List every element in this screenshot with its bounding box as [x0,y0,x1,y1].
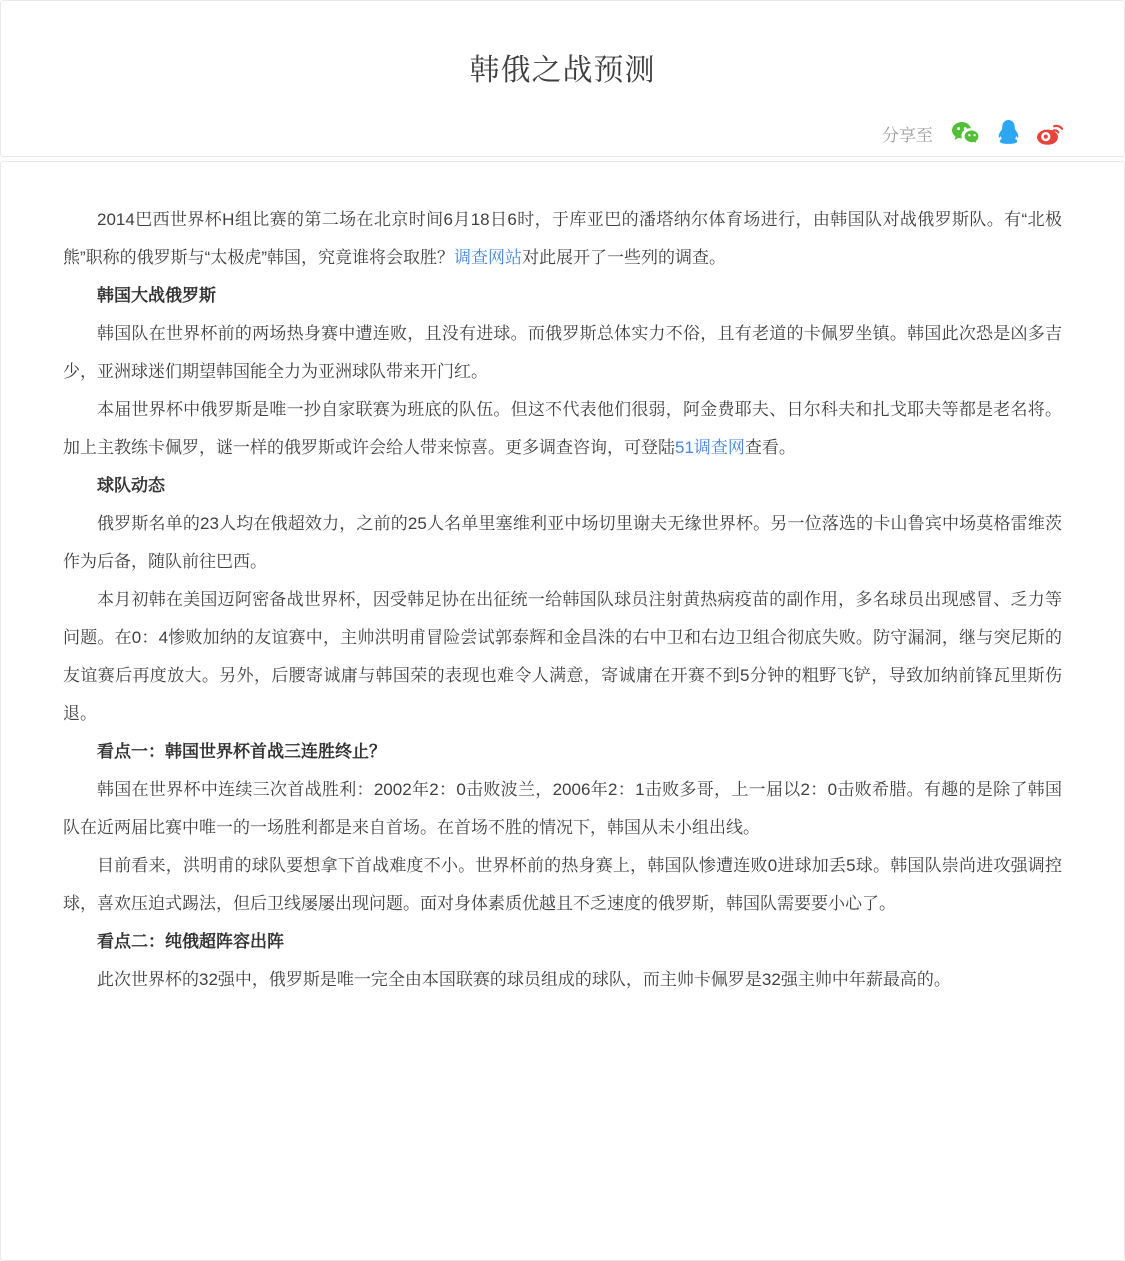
text-segment: 韩国大战俄罗斯 [97,286,216,305]
paragraph [63,961,1062,999]
section-heading [63,467,1062,505]
text-segment: 韩国在世界杯中连续三次首战胜利：2002年2：0击败波兰，2006年2：1击败多哥，上一届以2：0击败希腊。有趣的是除了韩国队在近两届比赛中唯一的一场胜利都是来自首场。在首场不胜的情况下，韩国从未小组出线。 [63,780,1062,837]
paragraph [63,201,1062,277]
paragraph [63,771,1062,847]
text-segment: 看点二：纯俄超阵容出阵 [97,932,284,951]
paragraph [63,315,1062,391]
weibo-icon [1036,120,1064,146]
article-body [0,161,1125,1261]
article-header [0,0,1125,157]
text-segment: 对此展开了一些列的调查。 [521,248,726,267]
text-segment: 此次世界杯的32强中，俄罗斯是唯一完全由本国联赛的球员组成的球队，而主帅卡佩罗是32强主帅中年薪最高的。 [97,970,951,989]
qq-share-button[interactable] [996,119,1021,147]
page-title: 韩俄之战预测 [469,54,656,87]
share-bar [882,119,1064,147]
paragraph [63,581,1062,733]
inline-link[interactable]: 调查网站 [453,248,522,267]
text-segment: 查看。 [744,438,796,457]
paragraph [63,847,1062,923]
text-segment: 本月初韩在美国迈阿密备战世界杯，因受韩足协在出征统一给韩国队球员注射黄热病疫苗的副作用，多名球员出现感冒、乏力等问题。在0：4惨败加纳的友谊赛中，主帅洪明甫冒险尝试郭泰辉和金昌洙的右中卫和右边卫组合彻底失败。防守漏洞，继与突尼斯的友谊赛后再度放大。另外，后腰寄诚庸与韩国荣的表现也难令人满意，寄诚庸在开赛不到5分钟的粗野飞铲，导致加纳前锋瓦里斯伤退。 [63,590,1062,723]
text-segment: 看点一：韩国世界杯首战三连胜终止？ [97,742,386,761]
wechat-icon [951,120,981,147]
text-segment: 2014巴西世界杯H组比赛的第二场在北京时间6月18日6时，于库亚巴的潘塔纳尔体育场进行，由韩国队对战俄罗斯队。有“北极熊”职称的俄罗斯与“太极虎”韩国，究竟谁将会取胜？ [63,210,1062,267]
paragraph [63,505,1062,581]
section-heading [63,733,1062,771]
qq-icon [996,119,1021,147]
text-segment: 目前看来，洪明甫的球队要想拿下首战难度不小。世界杯前的热身赛上，韩国队惨遭连败0进球加丢5球。韩国队崇尚进攻强调控球，喜欢压迫式踢法，但后卫线屡屡出现问题。面对身体素质优越且不乏速度的俄罗斯，韩国队需要要小心了。 [63,856,1062,913]
weibo-share-button[interactable] [1036,120,1064,146]
section-heading [63,923,1062,961]
text-segment: 韩国队在世界杯前的两场热身赛中遭连败，且没有进球。而俄罗斯总体实力不俗，且有老道的卡佩罗坐镇。韩国此次恐是凶多吉少，亚洲球迷们期望韩国能全力为亚洲球队带来开门红。 [63,324,1062,381]
section-heading [63,277,1062,315]
text-segment: 俄罗斯名单的23人均在俄超效力，之前的25人名单里塞维利亚中场切里谢夫无缘世界杯。另一位落选的卡山鲁宾中场莫格雷维茨作为后备，随队前往巴西。 [63,514,1062,571]
inline-link[interactable]: 51调查网 [675,438,745,457]
share-label: 分享至 [882,125,933,145]
text-segment: 本届世界杯中俄罗斯是唯一抄自家联赛为班底的队伍。但这不代表他们很弱，阿金费耶夫、日尔科夫和扎戈耶夫等都是老名将。加上主教练卡佩罗，谜一样的俄罗斯或许会给人带来惊喜。更多调查咨询，可登陆 [63,400,1062,457]
wechat-share-button[interactable] [951,120,981,147]
paragraph [63,391,1062,467]
text-segment: 球队动态 [97,476,165,495]
